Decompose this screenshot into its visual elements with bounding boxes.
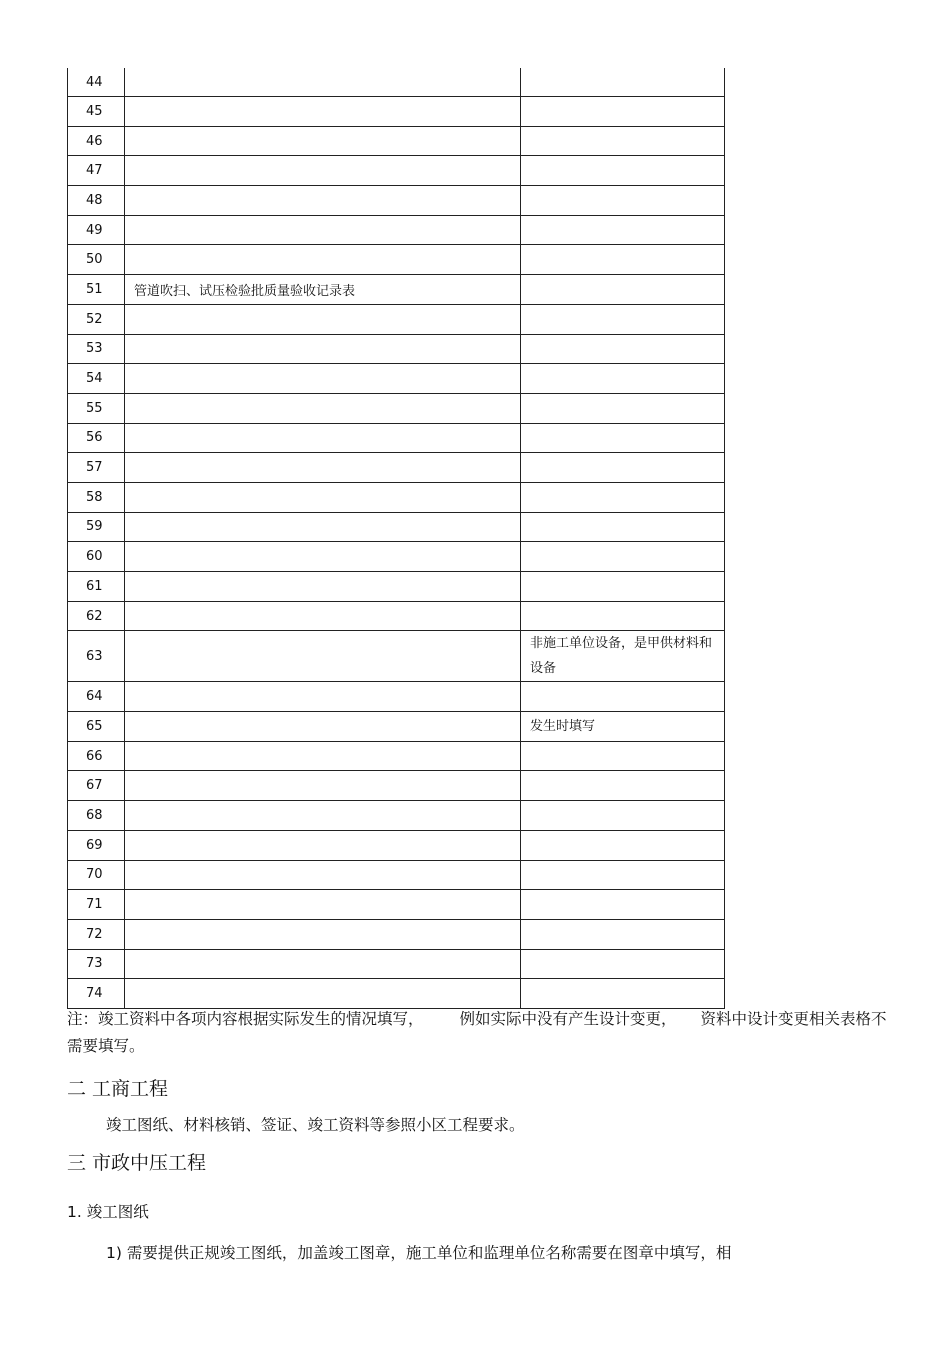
completion-note	[67, 1006, 897, 1060]
item-remark	[521, 572, 725, 602]
table-row	[68, 949, 725, 979]
item-remark	[521, 156, 725, 186]
item-name	[125, 542, 521, 572]
row-number: 73	[68, 949, 125, 979]
item-name	[125, 126, 521, 156]
item-name	[125, 979, 521, 1009]
row-number: 48	[68, 186, 125, 216]
row-number: 74	[68, 979, 125, 1009]
table-row	[68, 919, 725, 949]
table-row	[68, 126, 725, 156]
row-number: 49	[68, 215, 125, 245]
item-name: 管道吹扫、试压检验批质量验收记录表	[125, 275, 521, 305]
table-row	[68, 601, 725, 631]
table-row	[68, 542, 725, 572]
item-name	[125, 860, 521, 890]
item-name	[125, 245, 521, 275]
item-name	[125, 712, 521, 742]
item-name	[125, 186, 521, 216]
item-remark	[521, 512, 725, 542]
table-row	[68, 364, 725, 394]
item-remark	[521, 334, 725, 364]
row-number: 64	[68, 682, 125, 712]
item-name	[125, 334, 521, 364]
table-row	[68, 68, 725, 97]
item-remark	[521, 979, 725, 1009]
table-row	[68, 572, 725, 602]
section3-item1: 1. 竣工图纸	[67, 1203, 149, 1221]
item-remark	[521, 771, 725, 801]
item-name	[125, 97, 521, 127]
row-number: 69	[68, 830, 125, 860]
item-remark	[521, 304, 725, 334]
item-name	[125, 631, 521, 682]
table-row	[68, 334, 725, 364]
table-row	[68, 275, 725, 305]
row-number: 63	[68, 631, 125, 682]
table-row	[68, 830, 725, 860]
table-row	[68, 860, 725, 890]
item-name	[125, 453, 521, 483]
item-name	[125, 771, 521, 801]
item-name	[125, 830, 521, 860]
item-remark	[521, 453, 725, 483]
table-row	[68, 631, 725, 682]
item-remark	[521, 801, 725, 831]
item-remark	[521, 860, 725, 890]
table-body	[68, 68, 725, 1008]
item-remark	[521, 741, 725, 771]
note-part3: 资料中设计变更相关表格不需要填写。	[67, 1010, 887, 1055]
row-number: 59	[68, 512, 125, 542]
item-remark	[521, 364, 725, 394]
item-name	[125, 68, 521, 97]
item-remark	[521, 423, 725, 453]
table-row	[68, 682, 725, 712]
section3-heading: 三 市政中压工程	[67, 1152, 207, 1174]
item-name	[125, 393, 521, 423]
row-number: 62	[68, 601, 125, 631]
item-name	[125, 572, 521, 602]
row-number: 65	[68, 712, 125, 742]
section2-heading: 二 工商工程	[67, 1078, 169, 1100]
row-number: 50	[68, 245, 125, 275]
table-row	[68, 423, 725, 453]
item-remark	[521, 97, 725, 127]
item-remark	[521, 393, 725, 423]
item-name	[125, 601, 521, 631]
item-remark	[521, 245, 725, 275]
item-name	[125, 482, 521, 512]
item-name	[125, 801, 521, 831]
item-remark	[521, 186, 725, 216]
item-name	[125, 741, 521, 771]
table-row	[68, 156, 725, 186]
item-remark	[521, 682, 725, 712]
item-remark	[521, 890, 725, 920]
table-row	[68, 453, 725, 483]
section3-item1-1: 1) 需要提供正规竣工图纸，加盖竣工图章，施工单位和监理单位名称需要在图章中填写，相	[106, 1244, 732, 1262]
row-number: 57	[68, 453, 125, 483]
table-row	[68, 801, 725, 831]
row-number: 55	[68, 393, 125, 423]
table-row	[68, 304, 725, 334]
section2-body: 竣工图纸、材料核销、签证、竣工资料等参照小区工程要求。	[106, 1116, 525, 1134]
item-name	[125, 919, 521, 949]
item-name	[125, 364, 521, 394]
item-remark: 非施工单位设备，是甲供材料和设备	[521, 631, 725, 682]
item-remark	[521, 542, 725, 572]
item-name	[125, 304, 521, 334]
row-number: 51	[68, 275, 125, 305]
item-name	[125, 156, 521, 186]
row-number: 72	[68, 919, 125, 949]
row-number: 66	[68, 741, 125, 771]
item-remark	[521, 830, 725, 860]
table-row	[68, 186, 725, 216]
table-row	[68, 979, 725, 1009]
item-remark: 发生时填写	[521, 712, 725, 742]
row-number: 45	[68, 97, 125, 127]
item-name	[125, 512, 521, 542]
item-remark	[521, 126, 725, 156]
table-row	[68, 245, 725, 275]
item-remark	[521, 215, 725, 245]
item-remark	[521, 919, 725, 949]
note-part1: 注：竣工资料中各项内容根据实际发生的情况填写，	[67, 1010, 424, 1028]
row-number: 47	[68, 156, 125, 186]
item-remark	[521, 482, 725, 512]
row-number: 60	[68, 542, 125, 572]
document-table	[67, 68, 725, 1009]
row-number: 58	[68, 482, 125, 512]
table-row	[68, 890, 725, 920]
item-name	[125, 682, 521, 712]
item-remark	[521, 68, 725, 97]
item-name	[125, 423, 521, 453]
row-number: 54	[68, 364, 125, 394]
row-number: 56	[68, 423, 125, 453]
item-remark	[521, 275, 725, 305]
table-row	[68, 512, 725, 542]
table-row	[68, 741, 725, 771]
table-row	[68, 215, 725, 245]
row-number: 44	[68, 68, 125, 97]
table-row	[68, 97, 725, 127]
item-remark	[521, 601, 725, 631]
table-row	[68, 712, 725, 742]
table-row	[68, 771, 725, 801]
row-number: 53	[68, 334, 125, 364]
row-number: 70	[68, 860, 125, 890]
row-number: 71	[68, 890, 125, 920]
item-remark	[521, 949, 725, 979]
row-number: 68	[68, 801, 125, 831]
row-number: 61	[68, 572, 125, 602]
item-name	[125, 215, 521, 245]
row-number: 67	[68, 771, 125, 801]
table-row	[68, 393, 725, 423]
note-part2: 例如实际中没有产生设计变更，	[459, 1010, 677, 1028]
item-name	[125, 949, 521, 979]
table-row	[68, 482, 725, 512]
row-number: 52	[68, 304, 125, 334]
item-name	[125, 890, 521, 920]
row-number: 46	[68, 126, 125, 156]
